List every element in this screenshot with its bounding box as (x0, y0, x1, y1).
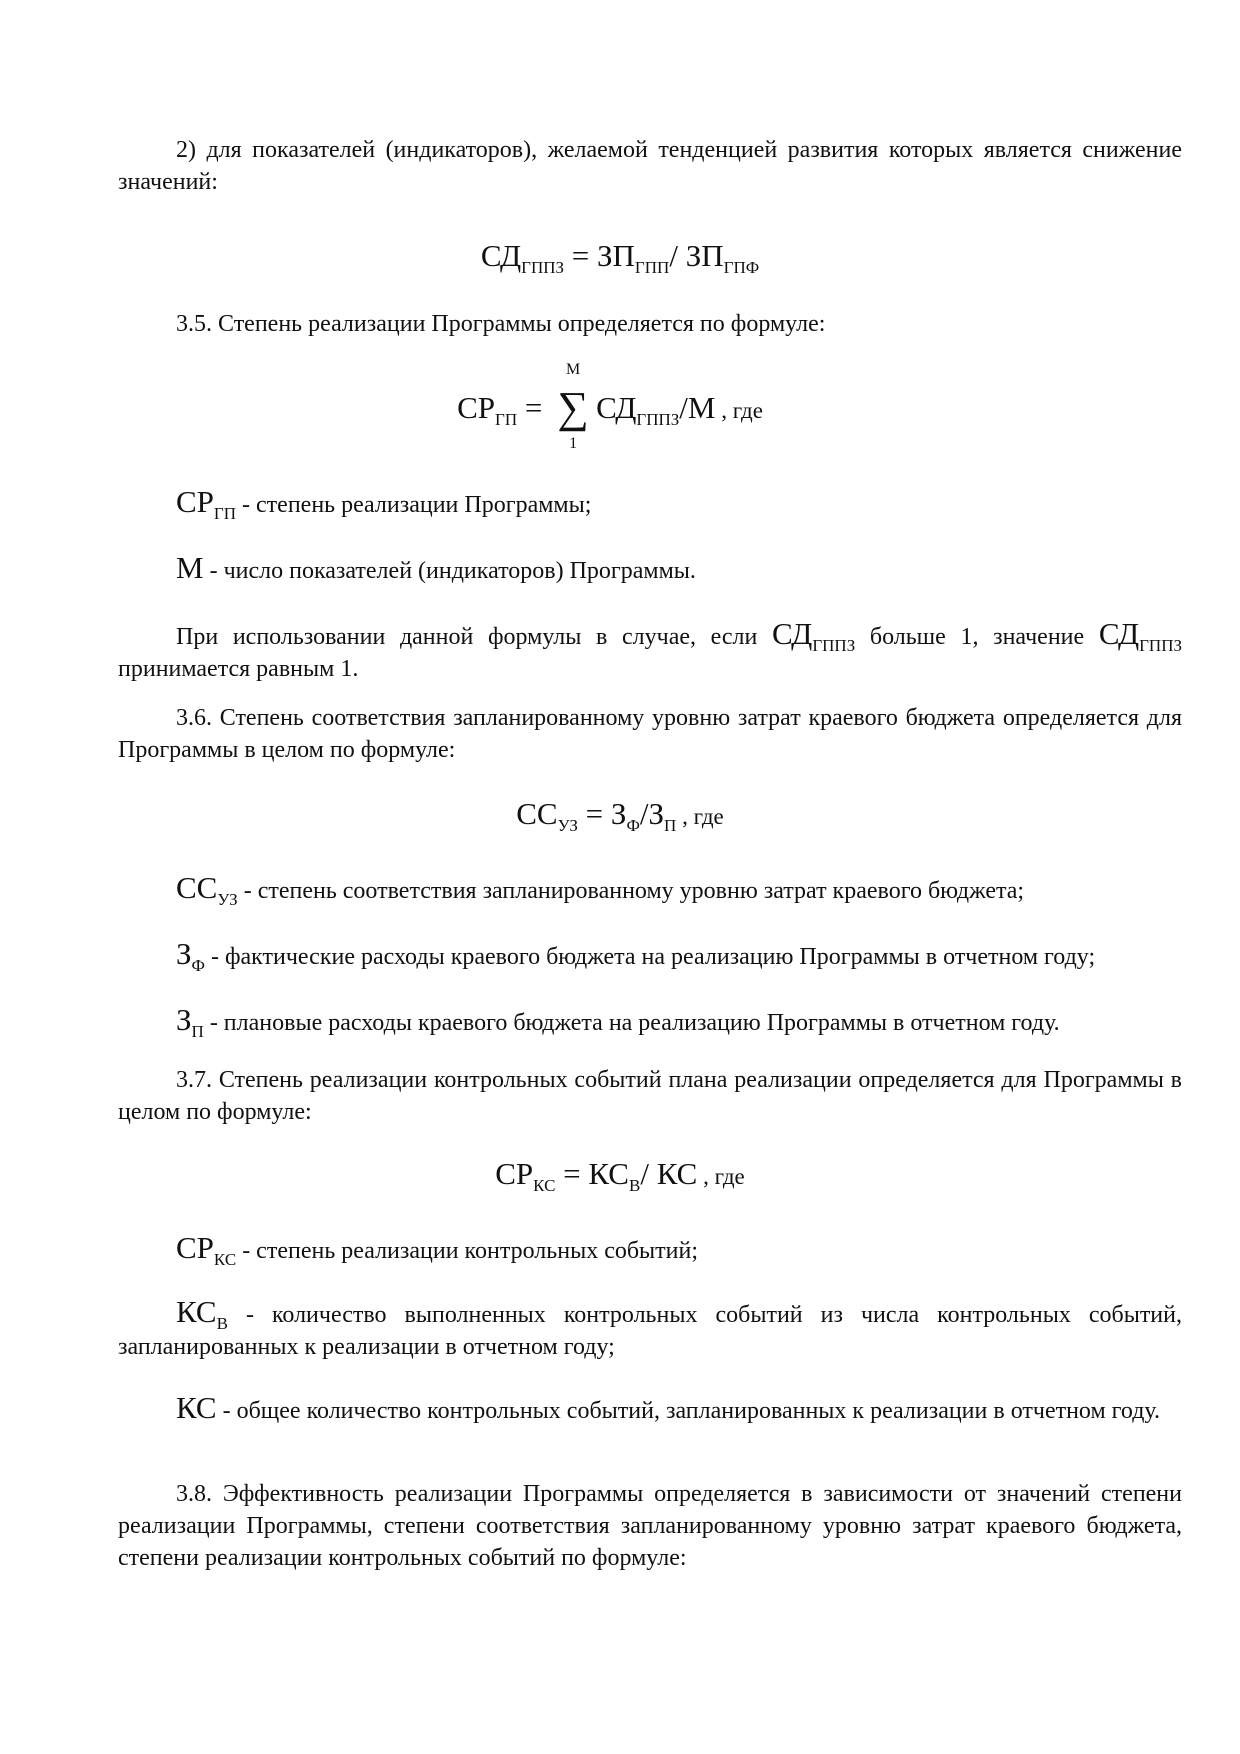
paragraph-text: 3.6. Степень соответствия запланированному уровню затрат краевого бюджета определяется для Программы в целом по формуле: (118, 705, 1182, 763)
paragraph-text: 2) для показателей (индикаторов), желаемой тенденцией развития которых является снижение значений: (118, 137, 1182, 195)
formula-subscript: ГП (495, 410, 518, 429)
formula-subscript: Ф (626, 816, 640, 835)
inline-subscript: ГППЗ (812, 636, 856, 655)
formula-symbol: ЗП (597, 238, 635, 273)
definition-subscript: В (216, 1314, 228, 1333)
paragraph-indicator-decrease (118, 134, 1182, 198)
formula-sr-gp (0, 361, 1230, 452)
definition-subscript: Ф (191, 956, 205, 975)
formula-symbol: /M (679, 390, 716, 425)
formula-operator: = (517, 390, 551, 425)
paragraph-3-6 (118, 702, 1182, 766)
definition-sr-gp (176, 486, 1182, 521)
paragraph-text: 3.8. Эффективность реализации Программы определяется в зависимости от значений степени реализации Программы, степени соответствия запланированному уровню затрат краевого бюджета, степени реализации контрольных событий по формуле: (118, 1481, 1182, 1571)
definition-symbol: СР (176, 1230, 214, 1265)
formula-symbol: КС (588, 1156, 629, 1191)
definition-subscript: КС (213, 1250, 237, 1269)
definition-z-f (176, 938, 1182, 973)
paragraph-text: 3.7. Степень реализации контрольных событий плана реализации определяется для Программы в целом по формуле: (118, 1067, 1182, 1125)
paragraph-3-7 (118, 1064, 1182, 1128)
definition-sr-ks (176, 1232, 1182, 1267)
formula-symbol: СР (495, 1156, 534, 1191)
inline-symbol: СД (1098, 616, 1140, 651)
formula-operator: / (669, 238, 686, 273)
definition-symbol: З (176, 1002, 192, 1037)
formula-symbol: СС (516, 796, 558, 831)
definition-text: - количество выполненных контрольных событий из числа контрольных событий, запланированных к реализации в отчетном году; (118, 1302, 1182, 1360)
formula-operator: = (577, 796, 611, 831)
formula-operator: / (640, 1156, 657, 1191)
formula-where: , где (676, 804, 724, 829)
summation-lower-limit: 1 (569, 435, 578, 452)
formula-where: , где (697, 1164, 745, 1189)
paragraph-3-5 (118, 308, 1182, 340)
formula-symbol: СР (457, 390, 495, 425)
formula-where: , где (715, 398, 763, 423)
definition-text: - фактические расходы краевого бюджета на реализацию Программы в отчетном году; (204, 944, 1096, 970)
definition-ss-uz (176, 872, 1182, 907)
formula-operator: = (564, 238, 597, 273)
paragraph-3-8 (118, 1478, 1182, 1574)
formula-subscript: УЗ (557, 816, 578, 835)
definition-ks-v (118, 1296, 1182, 1363)
definition-subscript: УЗ (217, 890, 238, 909)
paragraph-text: больше 1, значение (855, 624, 1099, 650)
paragraph-text: При использовании данной формулы в случае, если (176, 624, 773, 650)
definition-text: - степень реализации Программы; (236, 492, 592, 518)
formula-subscript: ГПФ (723, 258, 760, 277)
formula-symbol: ЗП (685, 238, 724, 273)
definition-m (176, 552, 1182, 587)
sigma-symbol: ∑ (557, 383, 589, 432)
definition-symbol: З (176, 936, 192, 971)
inline-subscript: ГППЗ (1139, 636, 1182, 655)
inline-symbol: СД (772, 616, 813, 651)
formula-symbol: З (648, 796, 665, 831)
paragraph-formula-usage (118, 618, 1182, 685)
definition-text: - общее количество контрольных событий, запланированных к реализации в отчетном году. (216, 1398, 1161, 1424)
summation-upper-limit: M (565, 361, 581, 378)
formula-sr-ks (0, 1154, 1240, 1197)
definition-text: - степень реализации контрольных событий; (236, 1238, 699, 1264)
definition-symbol: КС (176, 1390, 217, 1425)
definition-z-p (176, 1004, 1182, 1039)
formula-operator: = (555, 1156, 589, 1191)
formula-operator: / (639, 796, 649, 831)
formula-symbol: СД (596, 390, 637, 425)
formula-symbol: СД (480, 238, 522, 273)
formula-subscript: В (629, 1176, 641, 1195)
definition-subscript: ГП (213, 504, 237, 523)
paragraph-text: принимается равным 1. (118, 656, 359, 682)
definition-text: - степень соответствия запланированному уровню затрат краевого бюджета; (237, 878, 1025, 904)
formula-subscript: КС (533, 1176, 556, 1195)
definition-ks (118, 1392, 1182, 1427)
formula-subscript: ГППЗ (636, 410, 680, 429)
definition-symbol: КС (176, 1294, 217, 1329)
formula-sd-gppz (0, 236, 1240, 276)
formula-subscript: ГПП (634, 258, 670, 277)
formula-subscript: П (664, 816, 677, 835)
definition-text: - плановые расходы краевого бюджета на реализацию Программы в отчетном году. (203, 1010, 1060, 1036)
summation-sign (554, 361, 592, 452)
definition-symbol: СР (176, 484, 214, 519)
definition-text: - число показателей (индикаторов) Программы. (203, 558, 696, 584)
definition-symbol: М (176, 550, 204, 585)
paragraph-text: 3.5. Степень реализации Программы определяется по формуле: (176, 311, 826, 337)
formula-symbol: КС (656, 1156, 698, 1191)
formula-subscript: ГППЗ (521, 258, 565, 277)
formula-ss-uz (0, 794, 1240, 837)
definition-subscript: П (191, 1022, 204, 1041)
definition-symbol: СС (176, 870, 218, 905)
formula-symbol: З (610, 796, 627, 831)
